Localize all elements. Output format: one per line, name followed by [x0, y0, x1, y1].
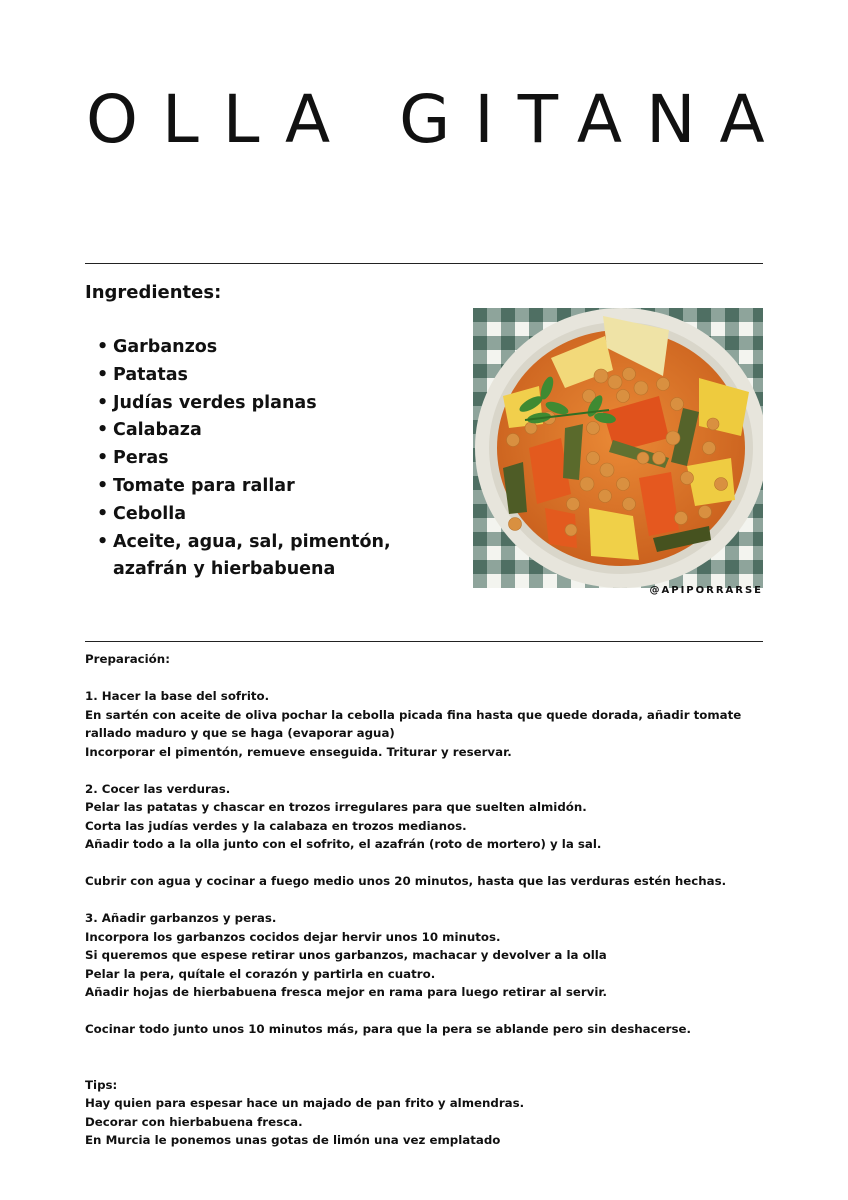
tips-heading: Tips: — [85, 1077, 118, 1092]
step-line: Añadir hojas de hierbabuena fresca mejor en rama para luego retirar al servir. — [85, 985, 608, 999]
step-line: En sartén con aceite de oliva pochar la cebolla picada fina hasta que quede dorada, añadir tomate — [85, 707, 742, 722]
tip-line: Hay quien para espesar hace un majado de pan frito y almendras. — [85, 1096, 525, 1110]
step-line: Incorpora los garbanzos cocidos dejar hervir unos 10 minutos. — [85, 929, 501, 944]
bullet: • — [97, 337, 109, 357]
recipe-photo — [473, 308, 763, 588]
preparation-section — [85, 650, 765, 1150]
bullet: • — [97, 420, 109, 441]
step-line: Añadir todo a la olla junto con el sofrito, el azafrán (roto de mortero) y la sal. — [85, 837, 602, 851]
ingredients-heading: Ingredientes: — [85, 282, 222, 303]
tip-line: En Murcia le ponemos unas gotas de limón una vez emplatado — [85, 1133, 501, 1147]
step-line: Corta las judías verdes y la calabaza en trozos medianos. — [85, 818, 467, 833]
step-note: Cubrir con agua y cocinar a fuego medio unos 20 minutos, hasta que las verduras estén hechas. — [85, 874, 727, 888]
ingredient-item: • Cebolla — [97, 501, 427, 529]
step-note: Cocinar todo junto unos 10 minutos más, para que la pera se ablande pero sin deshacerse. — [85, 1022, 691, 1036]
ingredient-item: • Calabaza — [97, 417, 427, 445]
ingredient-item: • Patatas — [97, 362, 427, 390]
step-line: rallado maduro y que se haga (evaporar agua) — [85, 726, 395, 740]
bullet: • — [97, 503, 109, 524]
step-line: Pelar la pera, quítale el corazón y partirla en cuatro. — [85, 966, 436, 981]
bullet: • — [97, 392, 109, 413]
preparation-heading: Preparación: — [85, 652, 170, 666]
bullet: • — [97, 364, 109, 385]
photo-credit: @APIPORRARSE — [649, 585, 763, 596]
ingredient-item: • Judías verdes planas — [97, 390, 427, 418]
bullet: • — [97, 475, 109, 496]
ingredient-item: • Tomate para rallar — [97, 473, 427, 501]
bullet: • — [97, 531, 109, 552]
step-title: 1. Hacer la base del sofrito. — [85, 689, 270, 703]
step-line: Incorporar el pimentón, remueve enseguida. Triturar y reservar. — [85, 744, 512, 759]
ingredient-item: • Garbanzos — [97, 334, 427, 362]
step-title: 2. Cocer las verduras. — [85, 781, 231, 796]
middle-divider — [85, 641, 763, 642]
ingredient-item: • Peras — [97, 445, 427, 473]
recipe-title: OLLA GITANA — [86, 81, 789, 158]
top-divider — [85, 263, 763, 264]
tip-line: Decorar con hierbabuena fresca. — [85, 1114, 303, 1129]
step-line: Si queremos que espese retirar unos garbanzos, machacar y devolver a la olla — [85, 948, 607, 962]
step-title: 3. Añadir garbanzos y peras. — [85, 911, 277, 925]
ingredient-item-continuation: azafrán y hierbabuena — [113, 559, 336, 580]
bullet: • — [97, 448, 109, 469]
step-line: Pelar las patatas y chascar en trozos irregulares para que suelten almidón. — [85, 800, 587, 814]
ingredients-list — [97, 334, 427, 584]
ingredient-item: • Aceite, agua, sal, pimentón, — [97, 529, 427, 557]
